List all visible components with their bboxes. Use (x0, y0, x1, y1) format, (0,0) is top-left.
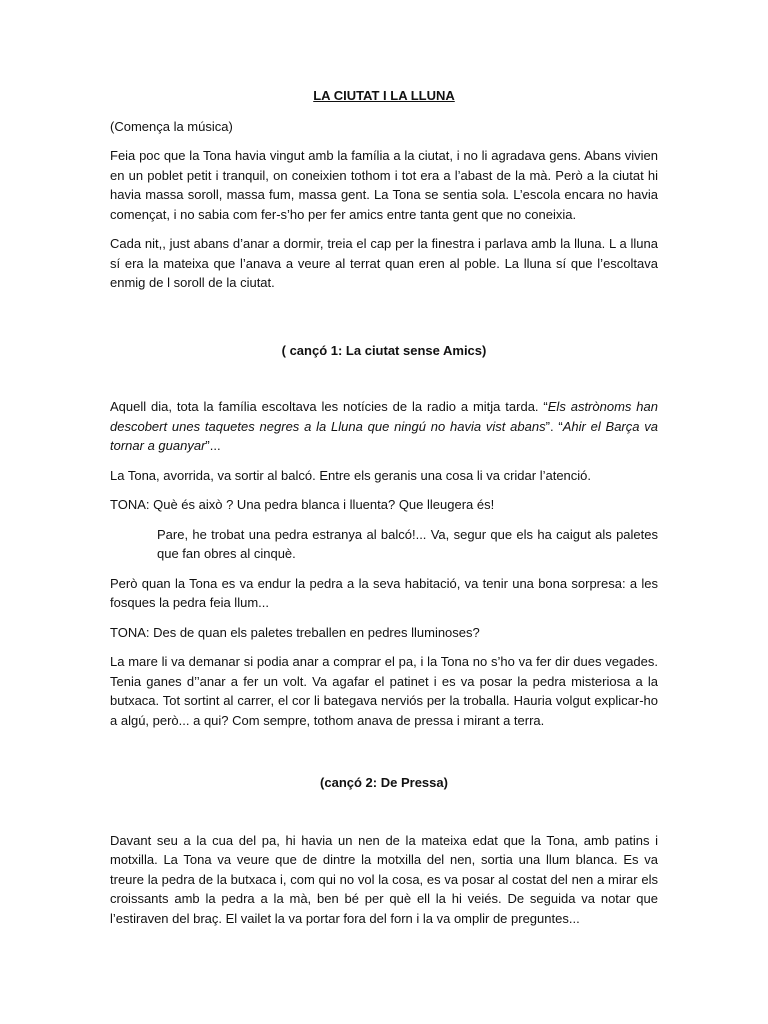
dialogue-tona-2: TONA: Des de quan els paletes treballen en pedres lluminoses? (110, 624, 480, 640)
paragraph-2: Cada nit,, just abans d’anar a dormir, treia el cap per la finestra i parlava amb la lluna. L a lluna sí era la mateixa que l’anava a veure al terrat quan eren al poble. La lluna sí que l’escoltava enmig de l soroll de la ciutat. (110, 236, 658, 290)
spacer (110, 793, 658, 831)
song-heading-2: (cançó 2: De Pressa) (320, 775, 448, 790)
paragraph-3-intro: Aquell dia, tota la família escoltava les notícies de la radio a mitja tarda. “ (110, 399, 548, 414)
paragraph-3 (110, 397, 658, 456)
spacer (110, 303, 658, 341)
spacer (110, 360, 658, 397)
document-title: LA CIUTAT I LA LLUNA (313, 88, 455, 103)
document-page (110, 86, 658, 938)
dialogue-tona-1: TONA: Què és això ? Una pedra blanca i lluenta? Que lleugera és! (110, 497, 495, 512)
paragraph-3-quote-1: Els astrònoms han descobert unes taquetes negres a la Lluna que ningú no havia vist abans (110, 399, 658, 434)
paragraph-7: Però quan la Tona es va endur la pedra a la seva habitació, va tenir una bona sorpresa: a les fosques la pedra feia llum... (110, 575, 658, 610)
paragraph-10: Davant seu a la cua del pa, hi havia un nen de la mateixa edat que la Tona, amb patins i motxilla. La Tona va veure que de dintre la motxilla del nen, sortia una llum blanca. Es va treure la pedra de la butxaca i, com qui no vol la cosa, es va posar al costat del nen a mirar els croissants amb la pedra a la mà, ben bé per què ell la hi veiés. De seguida va notar que l’estiraven del braç. El vailet la va portar fora del forn i la va omplir de preguntes... (110, 832, 658, 926)
paragraph-4: La Tona, avorrida, va sortir al balcó. Entre els geranis una cosa li va cridar l’atenció. (110, 467, 592, 483)
paragraph-9: La mare li va demanar si podia anar a comprar el pa, i la Tona no s’ho va fer dir dues vegades. Tenia ganes d’’anar a fer un volt. Va agafar el patinet i es va posar la pedra misteriosa a la butxaca. Tot sortint al carrer, el cor li bategava nerviós per la troballa. Hauria volgut explicar-ho a algú, però... a qui? Com sempre, tothom anava de pressa i mirant a terra. (110, 654, 658, 728)
paragraph-3-mid: ”. “ (545, 418, 563, 434)
spacer (110, 740, 658, 773)
stage-note: (Comença la música) (110, 118, 233, 134)
song-heading-1: ( cançó 1: La ciutat sense Amics) (281, 342, 487, 358)
dialogue-father: Pare, he trobat una pedra estranya al balcó!... Va, segur que els ha caigut als paletes que fan obres al cinquè. (157, 526, 658, 561)
paragraph-3-quote-2: Ahir el Barça va tornar a guanyar (110, 418, 659, 453)
paragraph-3-end: ”... (205, 438, 221, 453)
paragraph-1: Feia poc que la Tona havia vingut amb la família a la ciutat, i no li agradava gens. Abans vivien en un poblet petit i tranquil, on coneixien tothom i tot era a l’abast de la mà. Però a la ciutat hi havia massa soroll, massa fum, massa gent. La Tona se sentia sola. L’escola encara no havia començat, i no sabia com fer-s’ho per fer amics entre tanta gent que no coneixia. (110, 148, 658, 222)
